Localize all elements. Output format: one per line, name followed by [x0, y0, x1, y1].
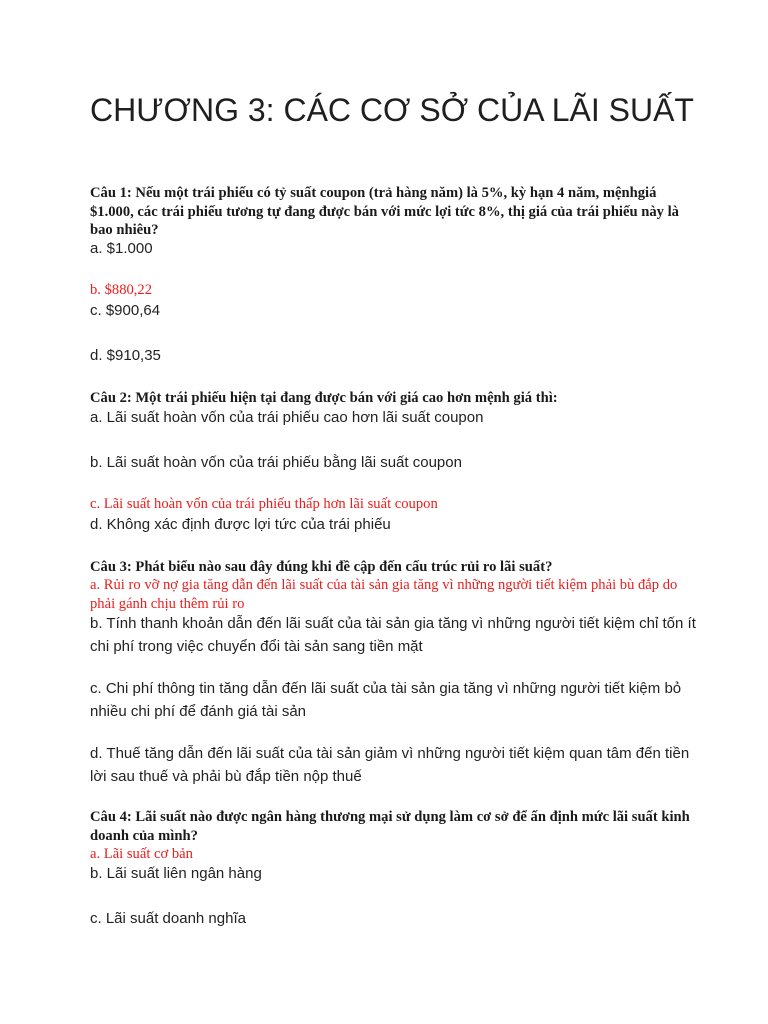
- question-1-option-b-correct: b. $880,22: [90, 282, 153, 298]
- question-2-text: Câu 2: Một trái phiếu hiện tại đang được bán với giá cao hơn mệnh giá thì:: [90, 390, 558, 406]
- question-4-option-c: c. Lãi suất doanh nghĩa: [90, 910, 246, 927]
- question-2-option-b: b. Lãi suất hoàn vốn của trái phiếu bằng lãi suất coupon: [90, 454, 462, 471]
- question-3-option-a-correct: a. Rủi ro vỡ nợ gia tăng dẫn đến lãi suất của tài sản gia tăng vì những người tiết kiệm phải bù đắp do phải gánh chịu thêm rủi ro: [90, 577, 678, 612]
- question-2-option-d: d. Không xác định được lợi tức của trái phiếu: [90, 516, 391, 533]
- question-3-option-b: b. Tính thanh khoản dẫn đến lãi suất của tài sản gia tăng vì những người tiết kiệm chỉ tốn ít chi phí trong việc chuyển đổi tài sản sang tiền mặt: [90, 615, 696, 655]
- question-4-option-a-correct: a. Lãi suất cơ bản: [90, 846, 193, 862]
- question-1-option-d: d. $910,35: [90, 347, 161, 364]
- question-3-option-c: c. Chi phí thông tin tăng dẫn đến lãi suất của tài sản gia tăng vì những người tiết kiệm bỏ nhiều chi phí để đánh giá tài sản: [90, 680, 682, 720]
- question-1-option-a: a. $1.000: [90, 240, 153, 257]
- question-1-text: Câu 1: Nếu một trái phiếu có tỷ suất coupon (trả hàng năm) là 5%, kỳ hạn 4 năm, mệnhgiá $1.000, các trái phiếu tương tự đang được bán với mức lợi tức 8%, thị giá của trái phiếu này là bao nhiêu?: [90, 185, 679, 238]
- question-4-text: Câu 4: Lãi suất nào được ngân hàng thương mại sử dụng làm cơ sở để ấn định mức lãi suất kinh doanh của mình?: [90, 809, 690, 844]
- question-2-option-a: a. Lãi suất hoàn vốn của trái phiếu cao hơn lãi suất coupon: [90, 409, 484, 426]
- question-3-text: Câu 3: Phát biểu nào sau đây đúng khi đề cập đến cấu trúc rủi ro lãi suất?: [90, 559, 553, 575]
- question-3-option-d: d. Thuế tăng dẫn đến lãi suất của tài sản giảm vì những người tiết kiệm quan tâm đến tiền lời sau thuế và phải bù đắp tiền nộp thuế: [90, 745, 690, 785]
- question-4-option-b: b. Lãi suất liên ngân hàng: [90, 865, 262, 882]
- chapter-title: CHƯƠNG 3: CÁC CƠ SỞ CỦA LÃI SUẤT: [90, 92, 694, 128]
- question-2-option-c-correct: c. Lãi suất hoàn vốn của trái phiếu thấp hơn lãi suất coupon: [90, 496, 438, 512]
- question-1-option-c: c. $900,64: [90, 302, 161, 319]
